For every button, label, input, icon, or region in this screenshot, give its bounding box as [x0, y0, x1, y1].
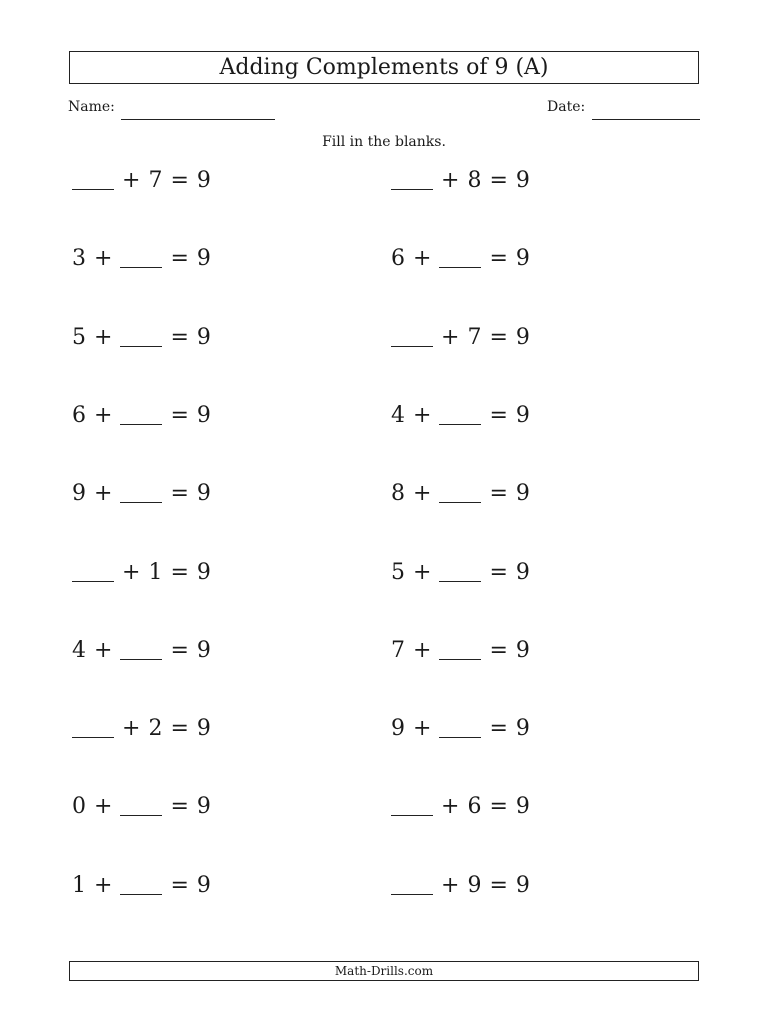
addend: 8	[467, 168, 482, 193]
plus-sign: +	[94, 794, 113, 819]
problem-item	[391, 560, 530, 584]
sum: 9	[196, 246, 211, 271]
plus-sign: +	[122, 168, 141, 193]
equals-sign: =	[489, 325, 508, 350]
answer-blank[interactable]	[120, 641, 162, 660]
sum: 9	[515, 403, 530, 428]
sum: 9	[515, 716, 530, 741]
plus-sign: +	[441, 325, 460, 350]
equals-sign: =	[170, 716, 189, 741]
problem-item	[72, 873, 211, 897]
equals-sign: =	[170, 638, 189, 663]
addend: 6	[391, 246, 405, 271]
equals-sign: =	[489, 560, 508, 585]
problem-item	[391, 481, 530, 505]
sum: 9	[196, 560, 211, 585]
answer-blank[interactable]	[120, 484, 162, 503]
sum: 9	[515, 638, 530, 663]
sum: 9	[515, 246, 530, 271]
problem-item	[72, 325, 211, 349]
equals-sign: =	[170, 794, 189, 819]
sum: 9	[515, 325, 530, 350]
sum: 9	[515, 481, 530, 506]
sum: 9	[196, 168, 211, 193]
sum: 9	[196, 794, 211, 819]
answer-blank[interactable]	[120, 328, 162, 347]
instructions: Fill in the blanks.	[322, 134, 446, 150]
answer-blank[interactable]	[439, 484, 481, 503]
problem-item	[391, 246, 530, 270]
answer-blank[interactable]	[120, 876, 162, 895]
date-label: Date:	[547, 99, 586, 115]
answer-blank[interactable]	[120, 406, 162, 425]
plus-sign: +	[94, 325, 113, 350]
problem-item	[72, 246, 211, 270]
plus-sign: +	[441, 873, 460, 898]
addend: 7	[391, 638, 405, 663]
plus-sign: +	[413, 560, 432, 585]
answer-blank[interactable]	[439, 249, 481, 268]
problem-item	[391, 403, 530, 427]
sum: 9	[515, 168, 530, 193]
sum: 9	[515, 794, 530, 819]
plus-sign: +	[122, 716, 141, 741]
answer-blank[interactable]	[120, 797, 162, 816]
equals-sign: =	[170, 481, 189, 506]
equals-sign: =	[170, 560, 189, 585]
equals-sign: =	[170, 246, 189, 271]
equals-sign: =	[170, 873, 189, 898]
sum: 9	[515, 873, 530, 898]
equals-sign: =	[170, 168, 189, 193]
plus-sign: +	[94, 638, 113, 663]
equals-sign: =	[170, 403, 189, 428]
problem-item	[72, 481, 211, 505]
addend: 3	[72, 246, 86, 271]
problem-item	[391, 716, 530, 740]
addend: 0	[72, 794, 86, 819]
addend: 5	[72, 325, 86, 350]
footer-text: Math-Drills.com	[334, 964, 434, 978]
sum: 9	[196, 873, 211, 898]
addend: 7	[148, 168, 163, 193]
plus-sign: +	[94, 481, 113, 506]
equals-sign: =	[489, 403, 508, 428]
equals-sign: =	[489, 873, 508, 898]
addend: 9	[72, 481, 86, 506]
sum: 9	[196, 325, 211, 350]
problem-item	[72, 794, 211, 818]
answer-blank[interactable]	[120, 249, 162, 268]
problem-item	[391, 325, 530, 349]
plus-sign: +	[441, 794, 460, 819]
problem-item	[72, 716, 211, 740]
equals-sign: =	[489, 716, 508, 741]
addend: 6	[467, 794, 482, 819]
equals-sign: =	[489, 168, 508, 193]
addend: 6	[72, 403, 86, 428]
sum: 9	[196, 638, 211, 663]
addend: 4	[391, 403, 405, 428]
answer-blank[interactable]	[439, 719, 481, 738]
equals-sign: =	[489, 794, 508, 819]
equals-sign: =	[489, 638, 508, 663]
equals-sign: =	[489, 246, 508, 271]
problem-item	[72, 168, 211, 192]
problem-item	[72, 638, 211, 662]
equals-sign: =	[489, 481, 508, 506]
answer-blank[interactable]	[72, 171, 114, 190]
answer-blank[interactable]	[391, 797, 433, 816]
addend: 1	[148, 560, 163, 585]
problem-item	[72, 403, 211, 427]
problem-item	[391, 873, 530, 897]
sum: 9	[515, 560, 530, 585]
plus-sign: +	[413, 638, 432, 663]
sum: 9	[196, 481, 211, 506]
answer-blank[interactable]	[439, 563, 481, 582]
answer-blank[interactable]	[391, 171, 433, 190]
problem-item	[72, 560, 211, 584]
problem-item	[391, 638, 530, 662]
plus-sign: +	[94, 873, 113, 898]
sum: 9	[196, 403, 211, 428]
addend: 1	[72, 873, 86, 898]
addend: 7	[467, 325, 482, 350]
plus-sign: +	[413, 716, 432, 741]
answer-blank[interactable]	[391, 876, 433, 895]
plus-sign: +	[94, 403, 113, 428]
name-label: Name:	[68, 99, 115, 115]
problem-item	[391, 168, 530, 192]
plus-sign: +	[441, 168, 460, 193]
answer-blank[interactable]	[72, 719, 114, 738]
plus-sign: +	[122, 560, 141, 585]
addend: 9	[391, 716, 405, 741]
answer-blank[interactable]	[439, 641, 481, 660]
addend: 8	[391, 481, 405, 506]
worksheet-title-text: Adding Complements of 9 (A)	[219, 54, 549, 80]
addend: 4	[72, 638, 86, 663]
plus-sign: +	[413, 481, 432, 506]
footer	[69, 961, 699, 981]
problem-item	[391, 794, 530, 818]
answer-blank[interactable]	[391, 328, 433, 347]
answer-blank[interactable]	[72, 563, 114, 582]
answer-blank[interactable]	[439, 406, 481, 425]
addend: 9	[467, 873, 482, 898]
addend: 2	[148, 716, 163, 741]
equals-sign: =	[170, 325, 189, 350]
plus-sign: +	[413, 403, 432, 428]
sum: 9	[196, 716, 211, 741]
plus-sign: +	[413, 246, 432, 271]
addend: 5	[391, 560, 405, 585]
plus-sign: +	[94, 246, 113, 271]
